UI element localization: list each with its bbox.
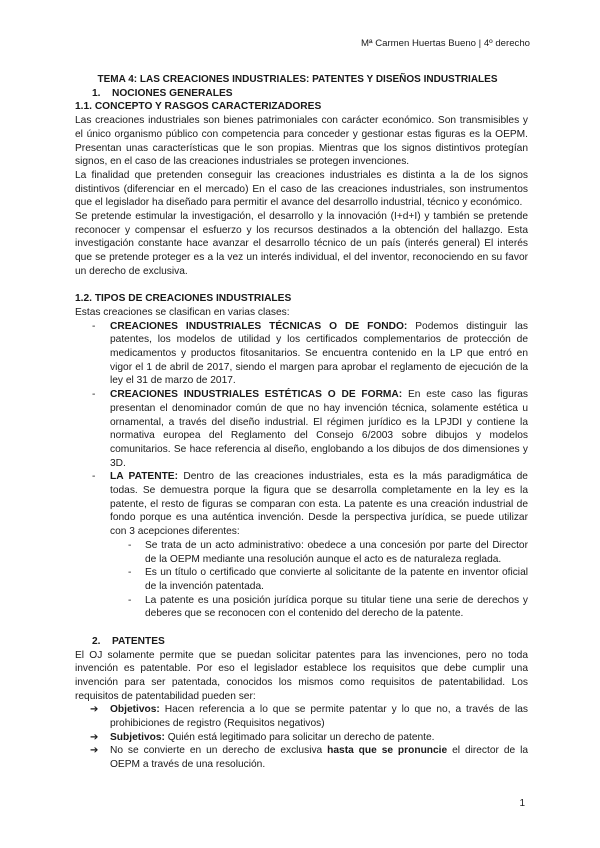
- sub-item-text: Se trata de un acto administrativo: obedece a una concesión por parte del Director de la OEPM mediante una resolución aunque el acto es de naturaleza reglada.: [145, 539, 528, 565]
- item-text: Dentro de las creaciones industriales, esta es la más paradigmática de todas. Se demuestra porque la figura que se desarrolla completamente en la ley es la patente, el resto de figuras se comparan con esta. La patente es una creación industrial de fondo porque es una auténtica invención. Desde la perspectiva jurídica, se puede utilizar con 3 acepciones diferentes:: [110, 471, 528, 538]
- section-number: 1.: [92, 87, 101, 99]
- list-item: [75, 388, 528, 470]
- sub-item-text: La patente es una posición jurídica porque su titular tiene una serie de derechos y deberes que se reconocen con el contenido del derecho de la patente.: [145, 594, 528, 620]
- item-bold: Objetivos:: [110, 704, 160, 716]
- section-2-heading: [75, 635, 528, 649]
- page-number: 1: [519, 798, 525, 809]
- item-bold: LA PATENTE:: [110, 471, 178, 483]
- list-item: [75, 744, 528, 771]
- list-item: [75, 470, 528, 539]
- section-1-2-heading: 1.2. TIPOS DE CREACIONES INDUSTRIALES: [75, 293, 292, 305]
- section-1-1-heading: 1.1. CONCEPTO Y RASGOS CARACTERIZADORES: [75, 101, 322, 113]
- item-bold: CREACIONES INDUSTRIALES TÉCNICAS O DE FONDO:: [110, 320, 408, 332]
- section-1-heading: [75, 87, 528, 101]
- dash-bullet: -: [92, 471, 96, 483]
- item-text: el director de la OEPM a través de una resolución.: [110, 745, 528, 771]
- item-bold: hasta que se pronuncie: [327, 745, 448, 757]
- dash-bullet: -: [92, 389, 96, 401]
- dash-bullet: -: [128, 539, 132, 551]
- arrow-icon: ➔: [90, 704, 99, 716]
- sub-list-item: [110, 566, 528, 593]
- document-title: TEMA 4: LAS CREACIONES INDUSTRIALES: PATENTES Y DISEÑOS INDUSTRIALES: [97, 74, 498, 85]
- paragraph: Se pretende estimular la investigación, el desarrollo y la innovación (I+d+I) y también se pretende reconocer y compensar el esfuerzo y los recursos destinados a la obtención del hallazgo. Esta investigación constante hace avanzar el desarrollo técnico de un país (interés general) El interés que se pretende proteger es a la vez un interés individual, el del inventor, reconociendo en su favor un derecho de exclusiva.: [75, 211, 528, 277]
- paragraph: Las creaciones industriales son bienes patrimoniales con carácter económico. Son transmisibles y el único organismo público con competencia para conceder y gestionar estas figuras es la OEPM. Presentan unas características que le son propias. Mientras que los signos distintivos protegían signos, en el caso de las creaciones industriales se protegen invenciones.: [75, 115, 528, 168]
- arrow-icon: ➔: [90, 745, 99, 757]
- item-bold: Subjetivos:: [110, 731, 165, 743]
- item-bold: CREACIONES INDUSTRIALES ESTÉTICAS O DE FORMA:: [110, 389, 403, 401]
- page-header: Mª Carmen Huertas Bueno | 4º derecho: [361, 38, 530, 49]
- sub-list-item: [110, 539, 528, 566]
- dash-bullet: -: [128, 594, 132, 606]
- item-text: Hacen referencia a lo que se permite patentar y lo que no, a través de las prohibiciones de registro (Requisitos negativos): [110, 704, 528, 730]
- paragraph: La finalidad que pretenden conseguir las creaciones industriales es distinta a la de los signos distintivos (diferenciar en el mercado) En el caso de las creaciones industriales, son instrumentos que el legislador ha diseñado para permitir el avance del desarrollo industrial, técnico y económico.: [75, 169, 528, 209]
- item-text: Quién está legitimado para solicitar un derecho de patente.: [164, 731, 435, 743]
- document-body: [75, 73, 528, 772]
- dash-bullet: -: [92, 320, 96, 332]
- list-item: [75, 703, 528, 730]
- item-text: Podemos distinguir las patentes, los modelos de utilidad y los certificados complementarios de protección de medicamentos y productos fitosanitarios. Se encuentra contenido en la LP que entró en vigor el 1 de abril de 2017, siendo el margen para aprobar el reglamento de ejecución de la ley el 31 de marzo de 2017.: [110, 320, 528, 387]
- sub-list-item: [110, 594, 528, 621]
- sub-item-text: Es un título o certificado que convierte al solicitante de la patente en inventor oficial de la invención patentada.: [145, 567, 528, 592]
- list-item: [75, 731, 528, 745]
- section-title: NOCIONES GENERALES: [112, 87, 233, 99]
- arrow-icon: ➔: [90, 731, 99, 743]
- dash-bullet: -: [128, 567, 132, 579]
- paragraph: El OJ solamente permite que se puedan solicitar patentes para las invenciones, pero no toda invención es patentable. Por eso el legislador establece los requisitos que debe cumplir una invención para ser patentada, conocidos los mismos como requisitos de patentabilidad. Los requisitos de patentabilidad pueden ser:: [75, 649, 528, 702]
- section-title: PATENTES: [112, 635, 165, 647]
- section-number: 2.: [92, 635, 101, 647]
- paragraph: Estas creaciones se clasifican en varias clases:: [75, 306, 290, 318]
- item-text: No se convierte en un derecho de exclusiva: [110, 745, 328, 757]
- item-text: En este caso las figuras presentan el denominador común de que no hay invención técnica, solamente estética u ornamental, a través del diseño industrial. El régimen jurídico es la LPJDI y contiene la normativa europea del Reglamento del Consejo 6/2003 sobre dibujos y modelos comunitarios. Se hace referencia al diseño, englobando a los dibujos de dos dimensiones y 3D.: [110, 389, 528, 469]
- list-item: [75, 320, 528, 389]
